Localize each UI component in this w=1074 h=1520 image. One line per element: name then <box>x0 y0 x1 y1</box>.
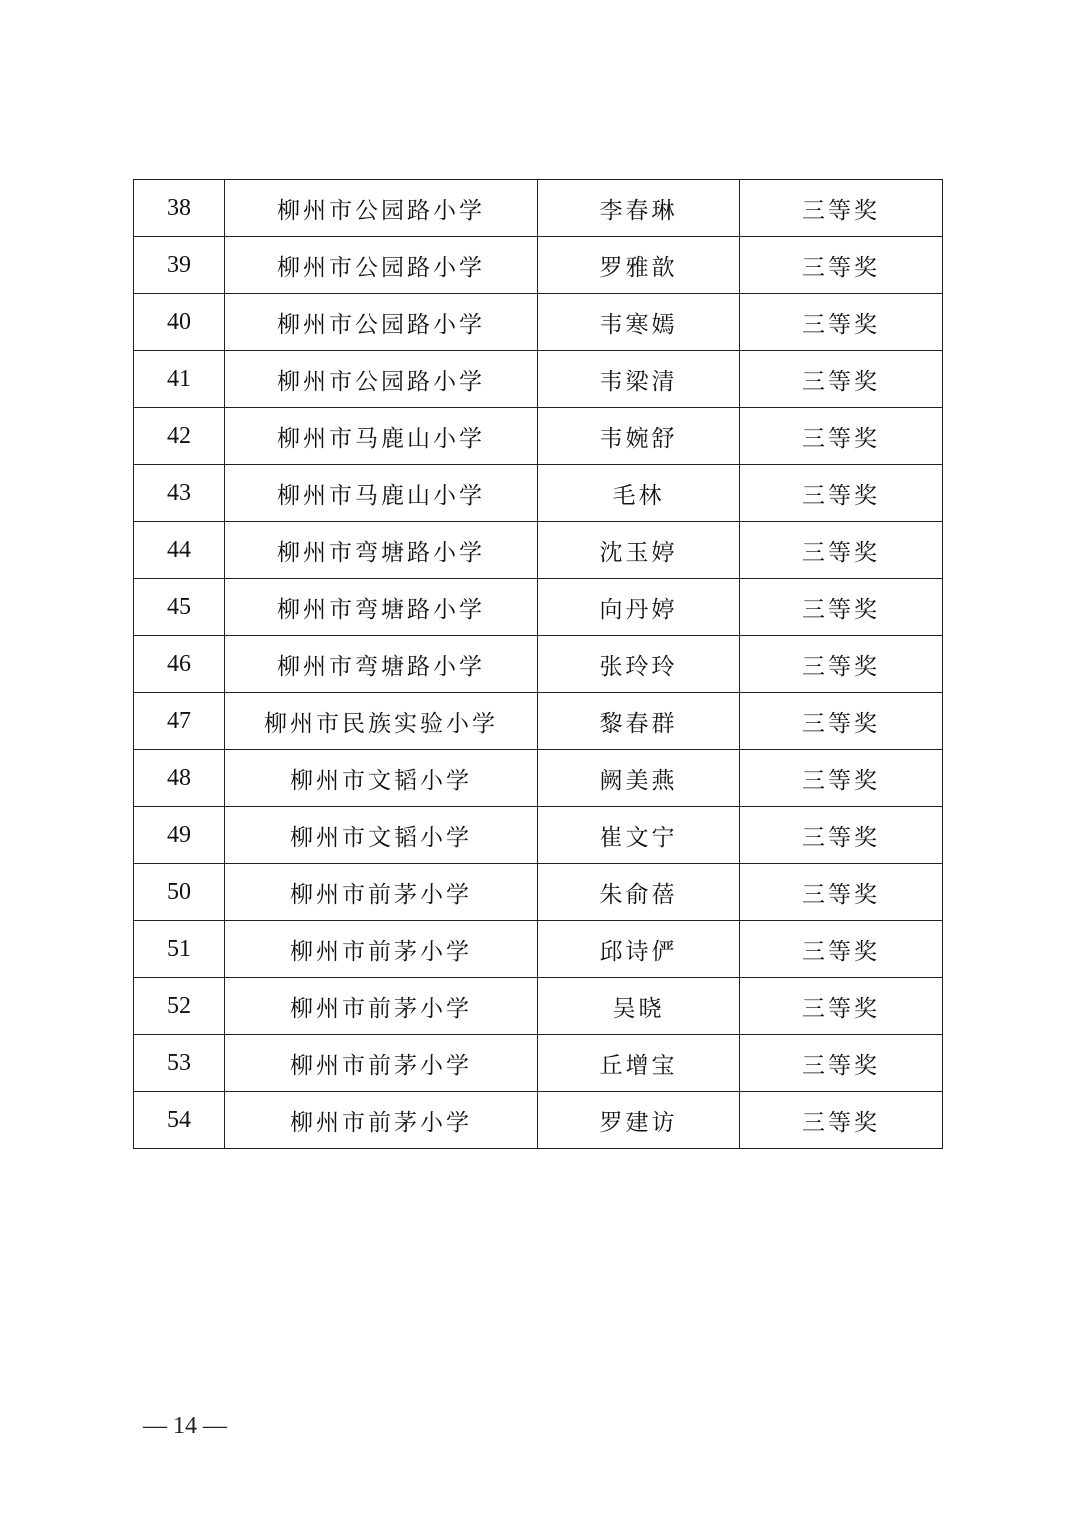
page-number: — 14 — <box>143 1413 227 1439</box>
award-cell: 三等奖 <box>740 750 943 807</box>
row-number: 49 <box>134 807 225 864</box>
row-number: 38 <box>134 180 225 237</box>
school-cell: 柳州市弯塘路小学 <box>225 579 538 636</box>
student-name-cell: 李春琳 <box>538 180 740 237</box>
table-row <box>134 237 943 294</box>
award-table <box>133 179 943 1149</box>
award-cell: 三等奖 <box>740 408 943 465</box>
award-cell: 三等奖 <box>740 807 943 864</box>
table-row <box>134 522 943 579</box>
school-cell: 柳州市公园路小学 <box>225 351 538 408</box>
row-number: 43 <box>134 465 225 522</box>
school-cell: 柳州市文韬小学 <box>225 807 538 864</box>
school-cell: 柳州市弯塘路小学 <box>225 522 538 579</box>
award-cell: 三等奖 <box>740 522 943 579</box>
table-row <box>134 636 943 693</box>
row-number: 53 <box>134 1035 225 1092</box>
student-name-cell: 黎春群 <box>538 693 740 750</box>
row-number: 51 <box>134 921 225 978</box>
student-name-cell: 邱诗俨 <box>538 921 740 978</box>
student-name-cell: 朱俞蓓 <box>538 864 740 921</box>
student-name-cell: 韦婉舒 <box>538 408 740 465</box>
school-cell: 柳州市公园路小学 <box>225 237 538 294</box>
award-cell: 三等奖 <box>740 693 943 750</box>
table-row <box>134 978 943 1035</box>
table-row <box>134 750 943 807</box>
award-cell: 三等奖 <box>740 978 943 1035</box>
table-row <box>134 864 943 921</box>
student-name-cell: 张玲玲 <box>538 636 740 693</box>
row-number: 54 <box>134 1092 225 1149</box>
student-name-cell: 罗建访 <box>538 1092 740 1149</box>
school-cell: 柳州市马鹿山小学 <box>225 408 538 465</box>
row-number: 52 <box>134 978 225 1035</box>
award-cell: 三等奖 <box>740 1092 943 1149</box>
school-cell: 柳州市公园路小学 <box>225 180 538 237</box>
row-number: 45 <box>134 579 225 636</box>
row-number: 42 <box>134 408 225 465</box>
table-row <box>134 1092 943 1149</box>
school-cell: 柳州市弯塘路小学 <box>225 636 538 693</box>
student-name-cell: 丘增宝 <box>538 1035 740 1092</box>
school-cell: 柳州市前茅小学 <box>225 864 538 921</box>
school-cell: 柳州市前茅小学 <box>225 1035 538 1092</box>
school-cell: 柳州市马鹿山小学 <box>225 465 538 522</box>
school-cell: 柳州市前茅小学 <box>225 921 538 978</box>
row-number: 39 <box>134 237 225 294</box>
student-name-cell: 沈玉婷 <box>538 522 740 579</box>
table-row <box>134 180 943 237</box>
award-cell: 三等奖 <box>740 294 943 351</box>
award-cell: 三等奖 <box>740 237 943 294</box>
table-row <box>134 1035 943 1092</box>
table-row <box>134 921 943 978</box>
row-number: 48 <box>134 750 225 807</box>
award-cell: 三等奖 <box>740 921 943 978</box>
student-name-cell: 崔文宁 <box>538 807 740 864</box>
award-cell: 三等奖 <box>740 1035 943 1092</box>
row-number: 41 <box>134 351 225 408</box>
student-name-cell: 吴晓 <box>538 978 740 1035</box>
student-name-cell: 毛林 <box>538 465 740 522</box>
row-number: 50 <box>134 864 225 921</box>
table-row <box>134 294 943 351</box>
school-cell: 柳州市前茅小学 <box>225 1092 538 1149</box>
table-row <box>134 579 943 636</box>
award-cell: 三等奖 <box>740 864 943 921</box>
student-name-cell: 向丹婷 <box>538 579 740 636</box>
table-row <box>134 465 943 522</box>
award-cell: 三等奖 <box>740 351 943 408</box>
table-row <box>134 807 943 864</box>
award-cell: 三等奖 <box>740 180 943 237</box>
table-row <box>134 693 943 750</box>
award-cell: 三等奖 <box>740 636 943 693</box>
school-cell: 柳州市公园路小学 <box>225 294 538 351</box>
school-cell: 柳州市民族实验小学 <box>225 693 538 750</box>
student-name-cell: 韦寒嫣 <box>538 294 740 351</box>
award-cell: 三等奖 <box>740 579 943 636</box>
award-cell: 三等奖 <box>740 465 943 522</box>
row-number: 47 <box>134 693 225 750</box>
student-name-cell: 罗雅歆 <box>538 237 740 294</box>
table-row <box>134 351 943 408</box>
table-row <box>134 408 943 465</box>
student-name-cell: 阙美燕 <box>538 750 740 807</box>
row-number: 46 <box>134 636 225 693</box>
row-number: 44 <box>134 522 225 579</box>
student-name-cell: 韦梁清 <box>538 351 740 408</box>
school-cell: 柳州市前茅小学 <box>225 978 538 1035</box>
row-number: 40 <box>134 294 225 351</box>
school-cell: 柳州市文韬小学 <box>225 750 538 807</box>
